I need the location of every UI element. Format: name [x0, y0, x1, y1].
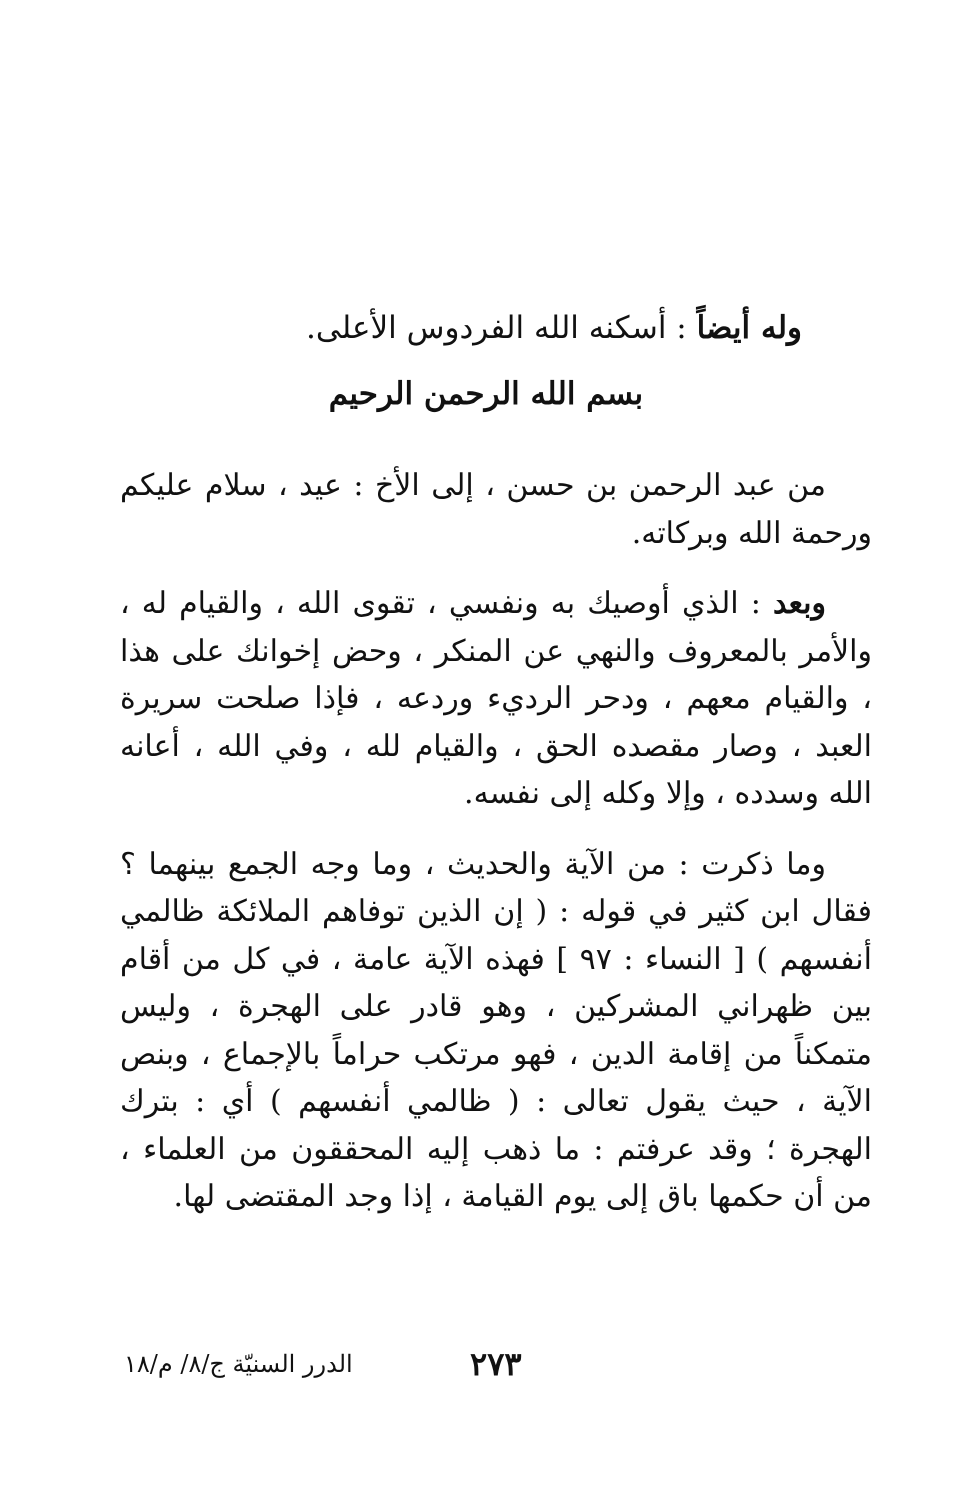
page-footer	[110, 1346, 870, 1386]
section-heading	[120, 306, 802, 350]
paragraph-advice	[120, 580, 872, 818]
paragraph-text: وما ذكرت : من الآية والحديث ، وما وجه الجمع بينهما ؟ فقال ابن كثير في قوله : ( إن الذين توفاهم الملائكة ظالمي أنفسهم ) [ النساء : ٩٧ ] فهذه الآية عامة ، في كل من أقام بين ظهراني المشركين ، وهو قادر على الهجرة ، وليس متمكناً من إقامة الدين ، فهو مرتكب حراماً بالإجماع ، وبنص الآية ، حيث يقول تعالى : ( ظالمي أنفسهم ) أي : بترك الهجرة ؛ وقد عرفتم : ما ذهب إليه المحققون من العلماء ، من أن حكمها باق إلى يوم القيامة ، إذا وجد المقتضى لها.	[120, 846, 873, 1214]
basmala: بسم الله الرحمن الرحيم	[328, 376, 644, 412]
heading-rest: : أسكنه الله الفردوس الأعلى.	[306, 310, 697, 346]
page-number: ٢٧٣	[470, 1345, 522, 1383]
paragraph-answer	[120, 841, 872, 1221]
paragraph-text: من عبد الرحمن بن حسن ، إلى الأخ : عيد ، سلام عليكم ورحمة الله وبركاته.	[120, 468, 872, 551]
paragraph-lead: وبعد	[772, 586, 826, 621]
paragraph-greeting	[120, 462, 872, 557]
source-reference: الدرر السنيّة ج/٨/ م/١٨	[124, 1350, 353, 1378]
letter-body	[120, 462, 872, 1244]
heading-bold: وله أيضاً	[696, 310, 802, 346]
paragraph-text: : الذي أوصيك به ونفسي ، تقوى الله ، والقيام له ، والأمر بالمعروف والنهي عن المنكر ، وحض إخوانك على هذا ، والقيام معهم ، ودحر الرديء وردعه ، فإذا صلحت سريرة العبد ، وصار مقصده الحق ، والقيام لله ، وفي الله ، أعانه الله وسدده ، وإلا وكله إلى نفسه.	[120, 586, 872, 811]
